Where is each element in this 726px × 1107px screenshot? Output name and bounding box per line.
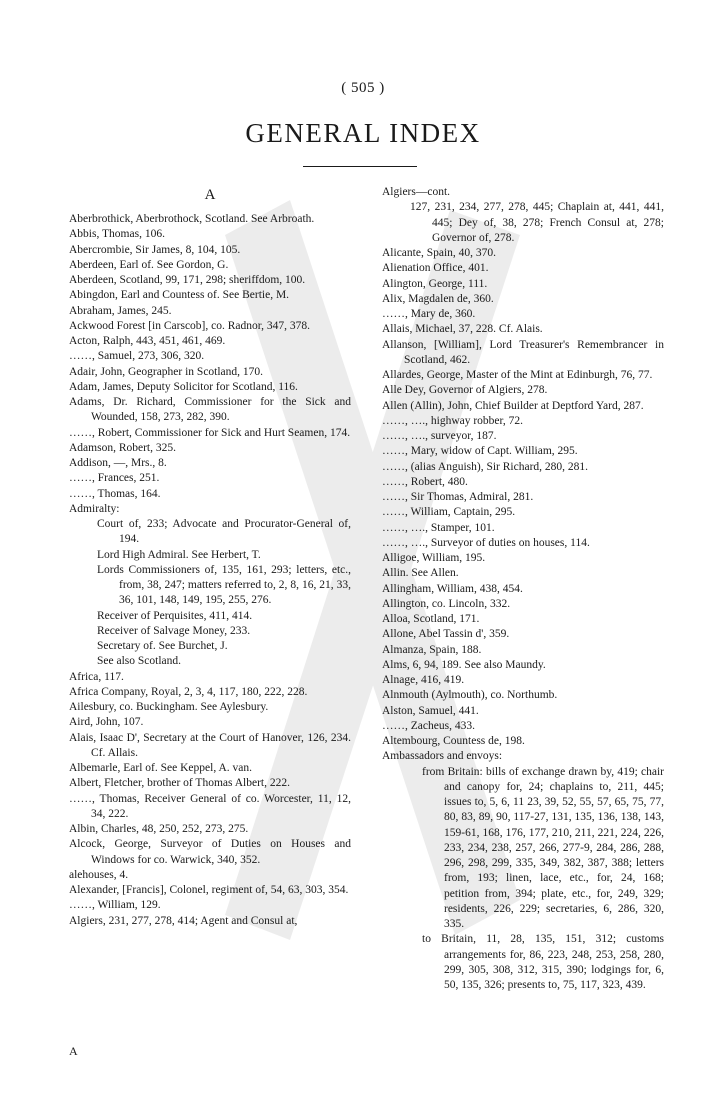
index-entry: Alexander, [Francis], Colonel, regiment of, 54, 63, 303, 354.: [69, 884, 349, 896]
index-entry: Abbis, Thomas, 106.: [69, 228, 165, 241]
index-entry: ……, William, Captain, 295.: [382, 506, 516, 519]
index-entry: Alston, Samuel, 441.: [382, 704, 479, 717]
index-entry: Admiralty:: [69, 502, 120, 515]
index-subentry: Court of, 233; Advocate and Procurator-General of, 194.: [97, 518, 351, 546]
index-entry: ……, Frances, 251.: [69, 472, 160, 485]
index-entry: Alicante, Spain, 40, 370.: [382, 247, 497, 259]
index-entry: Alnmouth (Aylmouth), co. Northumb.: [382, 689, 558, 702]
index-entry: Addison, —, Mrs., 8.: [69, 457, 167, 469]
index-entry: Alnage, 416, 419.: [382, 674, 465, 686]
index-entry: Alligoe, William, 195.: [382, 552, 486, 564]
index-entry: Allin. See Allen.: [382, 567, 459, 580]
index-entry: ……, Zacheus, 433.: [382, 719, 475, 732]
index-entry: ……, William, 129.: [69, 899, 161, 912]
index-entry: ……, Robert, 480.: [382, 475, 468, 488]
left-column: [69, 186, 351, 929]
index-entry: Allen (Allin), John, Chief Builder at Deptford Yard, 287.: [382, 399, 644, 412]
index-entry: ……, Sir Thomas, Admiral, 281.: [382, 491, 534, 503]
index-entry: Aberdeen, Earl of. See Gordon, G.: [69, 258, 229, 271]
left-entries: [69, 212, 351, 929]
index-entry: Ailesbury, co. Buckingham. See Aylesbury.: [69, 701, 269, 713]
index-entry: Albin, Charles, 48, 250, 252, 273, 275.: [69, 823, 249, 835]
title-divider: [303, 166, 417, 167]
index-entry: Aird, John, 107.: [69, 716, 144, 729]
index-subentry: Receiver of Salvage Money, 233.: [97, 624, 251, 637]
index-subentry: Receiver of Perquisites, 411, 414.: [97, 609, 253, 622]
index-subentry: from Britain: bills of exchange drawn by, 419; chair and canopy for, 24; chaplains to, 211, 445; issues to, 5, 6, 11 23, 39, 52, 55, 57, 65, 75, 77, 80, 83, 89, 90, 117-27, 131, 135, 136, 138, 143, 159-61, 168, 176, 177, 210, 211, 221, 224, 226, 233, 234, 238, 257, 266, 277-9, 284, 286, 288, 296, 298, 299, 335, 349, 382, 387, 388; letters from, 193; linen, lace, etc., for, 24, 168; petition from, 394; plate, etc., for, 249, 329; residents, 226, 229; secretaries, 6, 286, 320, 335.: [422, 765, 664, 930]
index-entry: Alms, 6, 94, 189. See also Maundy.: [382, 658, 546, 671]
signature-mark: A: [69, 1044, 78, 1058]
index-entry: Adam, James, Deputy Solicitor for Scotland, 116.: [69, 380, 298, 393]
index-subentry: to Britain, 11, 28, 135, 151, 312; customs arrangements for, 86, 223, 248, 253, 258, 280, 299, 305, 308, 312, 315, 390; lodgings for, 6, 50, 135, 326; presents to, 75, 117, 323, 439.: [422, 933, 664, 991]
index-entry: Alle Dey, Governor of Algiers, 278.: [382, 384, 548, 397]
index-subentry: Secretary of. See Burchet, J.: [97, 640, 228, 652]
index-entry: Allone, Abel Tassin d', 359.: [382, 628, 510, 641]
index-entry: Aberdeen, Scotland, 99, 171, 298; sheriffdom, 100.: [69, 274, 306, 286]
index-subentry: Lords Commissioners of, 135, 161, 293; letters, etc., from, 38, 247; matters referred to, 2, 8, 16, 21, 33, 36, 101, 148, 149, 195, 255, 276.: [97, 563, 351, 607]
index-entry: ……, …., Stamper, 101.: [382, 521, 495, 534]
index-entry: ……, …., Surveyor of duties on houses, 114.: [382, 536, 590, 549]
index-entry: Aberbrothick, Aberbrothock, Scotland. See Arbroath.: [69, 213, 315, 225]
index-entry: Africa, 117.: [69, 670, 124, 683]
index-entry: Alington, George, 111.: [382, 277, 488, 290]
index-entry: Acton, Ralph, 443, 451, 461, 469.: [69, 335, 226, 347]
index-entry: alehouses, 4.: [69, 868, 129, 881]
index-entry: ……, …., surveyor, 187.: [382, 430, 497, 442]
index-entry: ……, Robert, Commissioner for Sick and Hurt Seamen, 174.: [69, 426, 351, 439]
index-entry: Ackwood Forest [in Carscob], co. Radnor, 347, 378.: [69, 319, 311, 332]
index-entry: Algiers—cont.: [382, 186, 451, 198]
right-entries: [382, 185, 664, 993]
index-entry: Allais, Michael, 37, 228. Cf. Alais.: [382, 323, 543, 336]
index-subentry: See also Scotland.: [97, 655, 181, 668]
page-number: ( 505 ): [341, 80, 385, 96]
index-entry: Alais, Isaac D', Secretary at the Court of Hanover, 126, 234. Cf. Allais.: [69, 731, 351, 759]
index-entry: Alcock, George, Surveyor of Duties on Houses and Windows for co. Warwick, 340, 352.: [69, 838, 351, 866]
index-entry: Abingdon, Earl and Countess of. See Bertie, M.: [69, 289, 290, 302]
section-letter: A: [204, 187, 216, 203]
index-entry: ……, Thomas, 164.: [69, 487, 161, 500]
index-entry: Abraham, James, 245.: [69, 304, 172, 317]
index-entry: Adams, Dr. Richard, Commissioner for the Sick and Wounded, 158, 273, 282, 390.: [69, 396, 351, 424]
index-subentry: Lord High Admiral. See Herbert, T.: [97, 548, 261, 561]
index-entry: Allington, co. Lincoln, 332.: [382, 597, 511, 610]
index-entry: Albemarle, Earl of. See Keppel, A. van.: [69, 762, 252, 774]
index-entry: ……, Mary de, 360.: [382, 308, 476, 320]
index-entry: Adamson, Robert, 325.: [69, 441, 177, 454]
index-entry: Albert, Fletcher, brother of Thomas Albert, 222.: [69, 777, 290, 790]
index-subentry: 127, 231, 234, 277, 278, 445; Chaplain at, 441, 441, 445; Dey of, 38, 278; French Consul at, 278; Governor of, 278.: [410, 201, 664, 244]
index-entry: ……, Thomas, Receiver General of co. Worcester, 11, 12, 34, 222.: [69, 792, 351, 820]
index-entry: Alienation Office, 401.: [382, 262, 489, 275]
index-entry: Allingham, William, 438, 454.: [382, 582, 523, 595]
right-column: [382, 185, 664, 993]
index-entry: Abercrombie, Sir James, 8, 104, 105.: [69, 243, 241, 256]
index-entry: ……, Mary, widow of Capt. William, 295.: [382, 445, 578, 458]
index-entry: Algiers, 231, 277, 278, 414; Agent and Consul at,: [69, 914, 298, 927]
index-entry: ……, Samuel, 273, 306, 320.: [69, 350, 205, 363]
index-entry: Allardes, George, Master of the Mint at Edinburgh, 76, 77.: [382, 369, 653, 381]
index-entry: Adair, John, Geographer in Scotland, 170.: [69, 365, 264, 378]
index-entry: Africa Company, Royal, 2, 3, 4, 117, 180, 222, 228.: [69, 685, 308, 698]
index-entry: Almanza, Spain, 188.: [382, 643, 482, 656]
index-entry: ……, (alias Anguish), Sir Richard, 280, 281.: [382, 460, 589, 473]
page-title: GENERAL INDEX: [245, 118, 481, 148]
index-entry: Altembourg, Countess de, 198.: [382, 735, 525, 747]
index-entry: ……, …., highway robber, 72.: [382, 414, 524, 427]
index-entry: Allanson, [William], Lord Treasurer's Remembrancer in Scotland, 462.: [382, 338, 664, 366]
index-entry: Ambassadors and envoys:: [382, 750, 503, 763]
index-entry: Alloa, Scotland, 171.: [382, 613, 480, 625]
index-entry: Alix, Magdalen de, 360.: [382, 292, 494, 305]
